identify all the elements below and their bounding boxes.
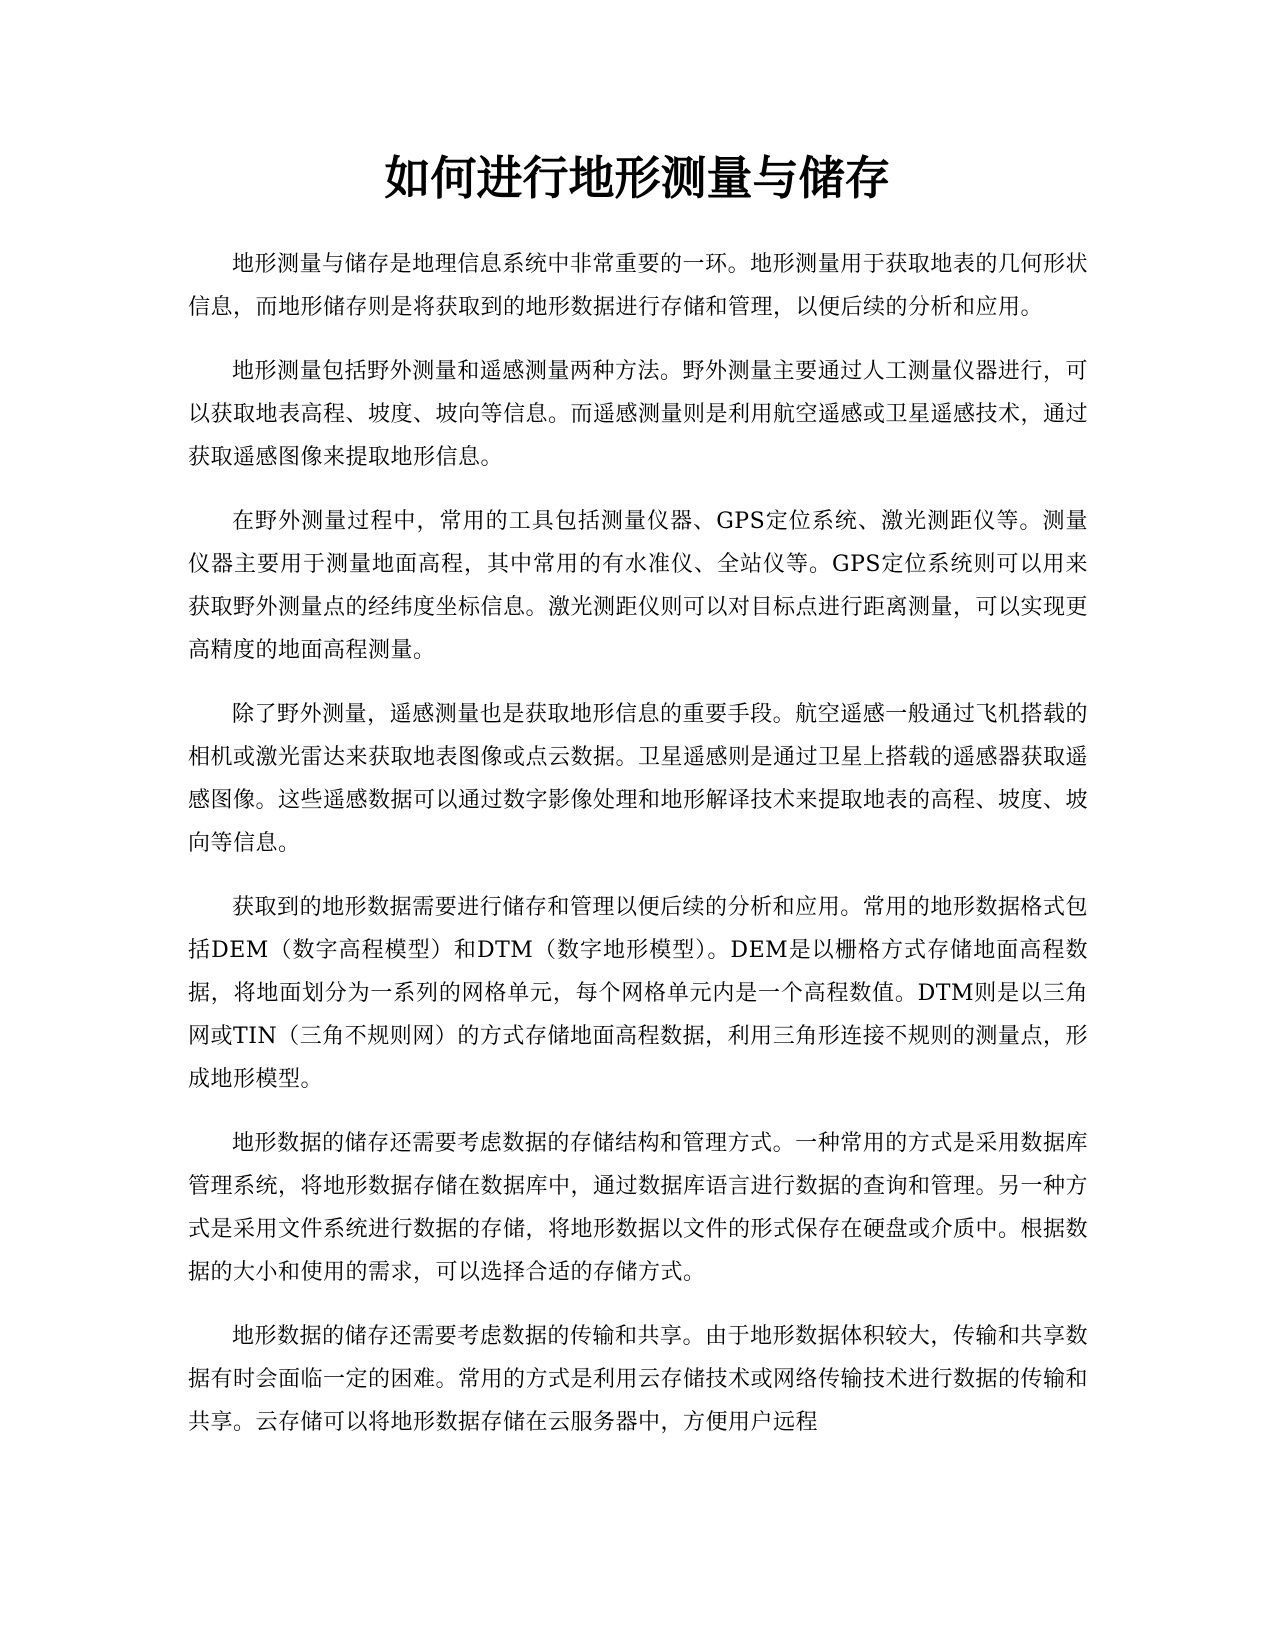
paragraph: 地形测量包括野外测量和遥感测量两种方法。野外测量主要通过人工测量仪器进行，可以获取地表高程、坡度、坡向等信息。而遥感测量则是利用航空遥感或卫星遥感技术，通过获取遥感图像来提取地形信息。: [188, 359, 1089, 470]
paragraph: 在野外测量过程中，常用的工具包括测量仪器、GPS定位系统、激光测距仪等。测量仪器主要用于测量地面高程，其中常用的有水准仪、全站仪等。GPS定位系统则可以用来获取野外测量点的经纬度坐标信息。激光测距仪则可以对目标点进行距离测量，可以实现更高精度的地面高程测量。: [188, 509, 1089, 663]
document-body: [188, 243, 1088, 1465]
paragraph: 地形数据的储存还需要考虑数据的传输和共享。由于地形数据体积较大，传输和共享数据有时会面临一定的困难。常用的方式是利用云存储技术或网络传输技术进行数据的传输和共享。云存储可以将地形数据存储在云服务器中，方便用户远程: [188, 1324, 1089, 1435]
paragraph: 地形数据的储存还需要考虑数据的存储结构和管理方式。一种常用的方式是采用数据库管理系统，将地形数据存储在数据库中，通过数据库语言进行数据的查询和管理。另一种方式是采用文件系统进行数据的存储，将地形数据以文件的形式保存在硬盘或介质中。根据数据的大小和使用的需求，可以选择合适的存储方式。: [188, 1131, 1089, 1285]
paragraph: 地形测量与储存是地理信息系统中非常重要的一环。地形测量用于获取地表的几何形状信息，而地形储存则是将获取到的地形数据进行存储和管理，以便后续的分析和应用。: [188, 252, 1088, 320]
paragraph: 除了野外测量，遥感测量也是获取地形信息的重要手段。航空遥感一般通过飞机搭载的相机或激光雷达来获取地表图像或点云数据。卫星遥感则是通过卫星上搭载的遥感器获取遥感图像。这些遥感数据可以通过数字影像处理和地形解译技术来提取地表的高程、坡度、坡向等信息。: [188, 702, 1089, 856]
document-title: 如何进行地形测量与储存: [384, 151, 891, 205]
paragraph: 获取到的地形数据需要进行储存和管理以便后续的分析和应用。常用的地形数据格式包括DEM（数字高程模型）和DTM（数字地形模型）。DEM是以栅格方式存储地面高程数据，将地面划分为一系列的网格单元，每个网格单元内是一个高程数值。DTM则是以三角网或TIN（三角不规则网）的方式存储地面高程数据，利用三角形连接不规则的测量点，形成地形模型。: [188, 895, 1088, 1092]
